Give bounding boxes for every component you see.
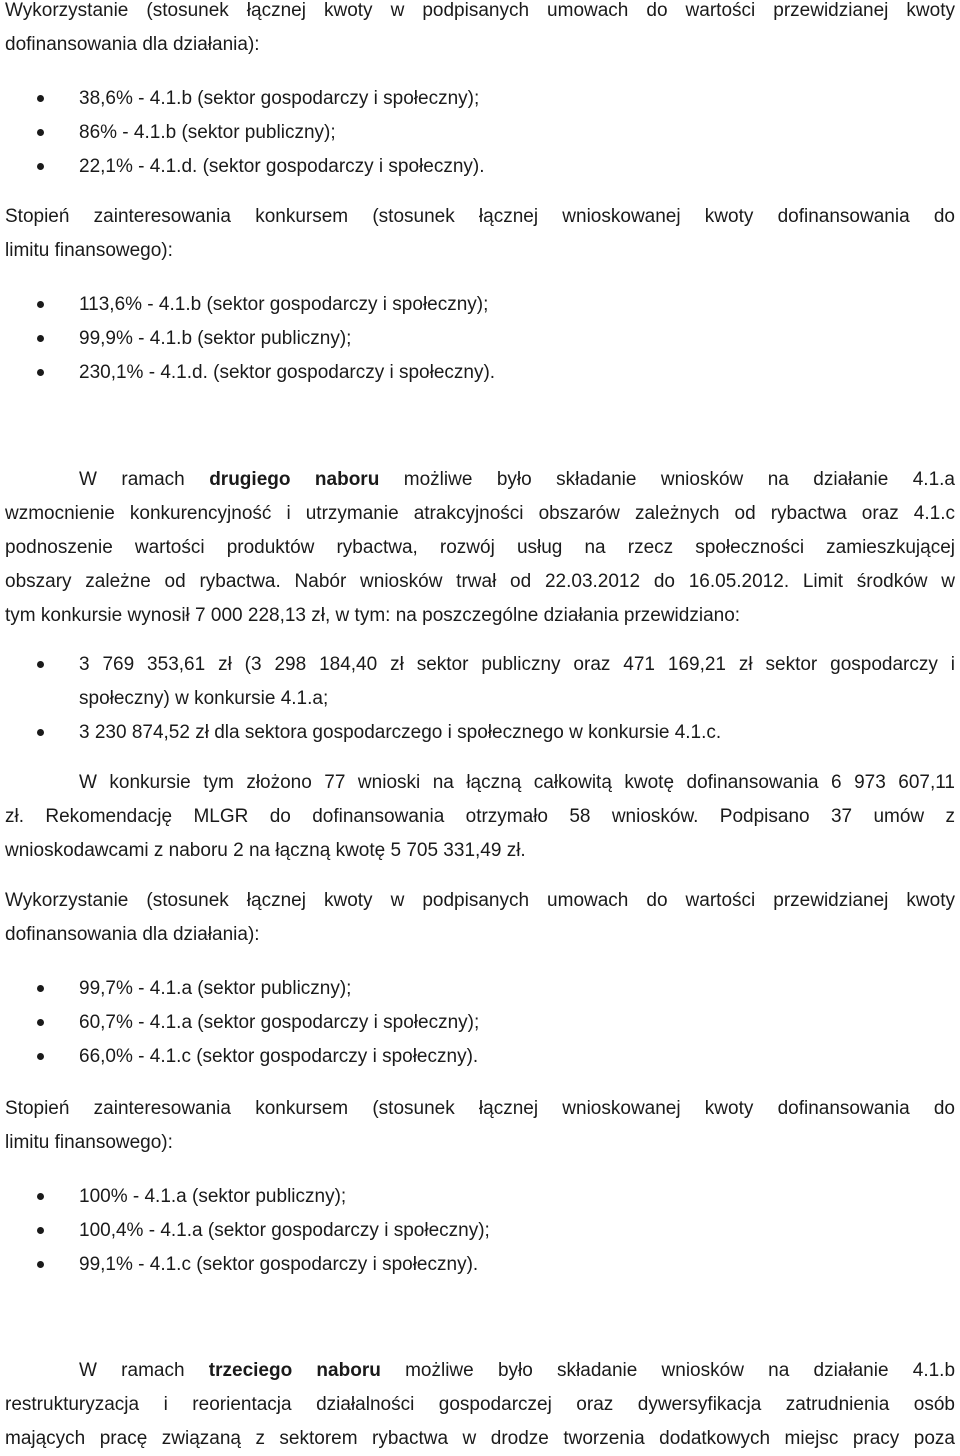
bullet-icon (37, 1193, 44, 1200)
text-line: mających pracę związaną z sektorem rybactwa w drodze tworzenia dodatkowych miejsc pracy poza (5, 1428, 955, 1449)
list-item: 100% - 4.1.a (sektor publiczny); (0, 1180, 960, 1214)
text-line: Wykorzystanie (stosunek łącznej kwoty w podpisanych umowach do wartości przewidzianej kwoty (5, 0, 955, 21)
bullet-icon (37, 1053, 44, 1060)
list-item: 86% - 4.1.b (sektor publiczny); (0, 116, 960, 150)
list-item: 38,6% - 4.1.b (sektor gospodarczy i społeczny); (0, 82, 960, 116)
text-line: Stopień zainteresowania konkursem (stosunek łącznej wnioskowanej kwoty dofinansowania do (5, 206, 955, 227)
list-item: 100,4% - 4.1.a (sektor gospodarczy i społeczny); (0, 1214, 960, 1248)
bullet-icon (37, 129, 44, 136)
paragraph-utilization-1 (5, 0, 955, 62)
paragraph-utilization-2 (5, 884, 955, 952)
text-line: W konkursie tym złożono 77 wnioski na łączną całkowitą kwotę dofinansowania 6 973 607,11 (79, 772, 955, 793)
list-item: 99,7% - 4.1.a (sektor publiczny); (0, 972, 960, 1006)
paragraph-interest-1 (5, 200, 955, 268)
list-item: 113,6% - 4.1.b (sektor gospodarczy i społeczny); (0, 288, 960, 322)
bullet-list-utilization-2 (0, 972, 960, 1074)
bullet-icon (37, 369, 44, 376)
text-line: W ramach drugiego naboru możliwe było składanie wniosków na działanie 4.1.a (79, 469, 955, 490)
paragraph-second-call (5, 463, 955, 633)
text-line: dofinansowania dla działania): (5, 924, 260, 945)
text-line: tym konkursie wynosił 7 000 228,13 zł, w tym: na poszczególne działania przewidziano: (5, 605, 741, 626)
bullet-icon (37, 163, 44, 170)
text-line: obszary zależne od rybactwa. Nabór wniosków trwał od 22.03.2012 do 16.05.2012. Limit środków w (5, 571, 955, 592)
text-line: dofinansowania dla działania): (5, 34, 260, 55)
list-item: 99,9% - 4.1.b (sektor publiczny); (0, 322, 960, 356)
bullet-icon (37, 1227, 44, 1234)
emphasis: drugiego naboru (209, 469, 380, 490)
bullet-list-interest-1 (0, 288, 960, 390)
bullet-icon (37, 985, 44, 992)
list-item: 66,0% - 4.1.c (sektor gospodarczy i społeczny). (0, 1040, 960, 1074)
text-line: limitu finansowego): (5, 1132, 173, 1153)
list-item: 99,1% - 4.1.c (sektor gospodarczy i społeczny). (0, 1248, 960, 1282)
bullet-list-allocation (0, 648, 960, 750)
paragraph-interest-2 (5, 1092, 955, 1160)
text-line: W ramach trzeciego naboru możliwe było składanie wniosków na działanie 4.1.b (79, 1360, 956, 1381)
bullet-icon (37, 661, 44, 668)
list-item: 3 769 353,61 zł (3 298 184,40 zł sektor publiczny oraz 471 169,21 zł sektor gospodarczy i (0, 648, 960, 682)
list-item: 60,7% - 4.1.a (sektor gospodarczy i społeczny); (0, 1006, 960, 1040)
list-item: 22,1% - 4.1.d. (sektor gospodarczy i społeczny). (0, 150, 960, 184)
bullet-icon (37, 335, 44, 342)
text-line: Wykorzystanie (stosunek łącznej kwoty w podpisanych umowach do wartości przewidzianej kwoty (5, 890, 955, 911)
text-line: restrukturyzacja i reorientacja działalności gospodarczej oraz dywersyfikacja zatrudnienia osób (5, 1394, 955, 1415)
paragraph-third-call (5, 1354, 955, 1456)
text-line: wnioskodawcami z naboru 2 na łączną kwotę 5 705 331,49 zł. (5, 840, 526, 861)
bullet-icon (37, 301, 44, 308)
bullet-icon (37, 1019, 44, 1026)
emphasis: trzeciego naboru (208, 1360, 381, 1381)
bullet-icon (37, 1261, 44, 1268)
list-item: 3 230 874,52 zł dla sektora gospodarczego i społecznego w konkursie 4.1.c. (0, 716, 960, 750)
list-item-continuation: społeczny) w konkursie 4.1.a; (79, 688, 329, 709)
text-line: zł. Rekomendację MLGR do dofinansowania otrzymało 58 wniosków. Podpisano 37 umów z (5, 806, 955, 827)
text-line: wzmocnienie konkurencyjność i utrzymanie atrakcyjności obszarów zależnych od rybactwa oraz 4.1.c (5, 503, 955, 524)
bullet-icon (37, 95, 44, 102)
bullet-icon (37, 729, 44, 736)
text-line: podnoszenie wartości produktów rybactwa, rozwój usług na rzecz społeczności zamieszkującej (5, 537, 955, 558)
paragraph-applications (5, 766, 955, 868)
bullet-list-utilization-1 (0, 82, 960, 184)
bullet-list-interest-2 (0, 1180, 960, 1282)
text-line: Stopień zainteresowania konkursem (stosunek łącznej wnioskowanej kwoty dofinansowania do (5, 1098, 955, 1119)
list-item: 230,1% - 4.1.d. (sektor gospodarczy i społeczny). (0, 356, 960, 390)
text-line: limitu finansowego): (5, 240, 173, 261)
